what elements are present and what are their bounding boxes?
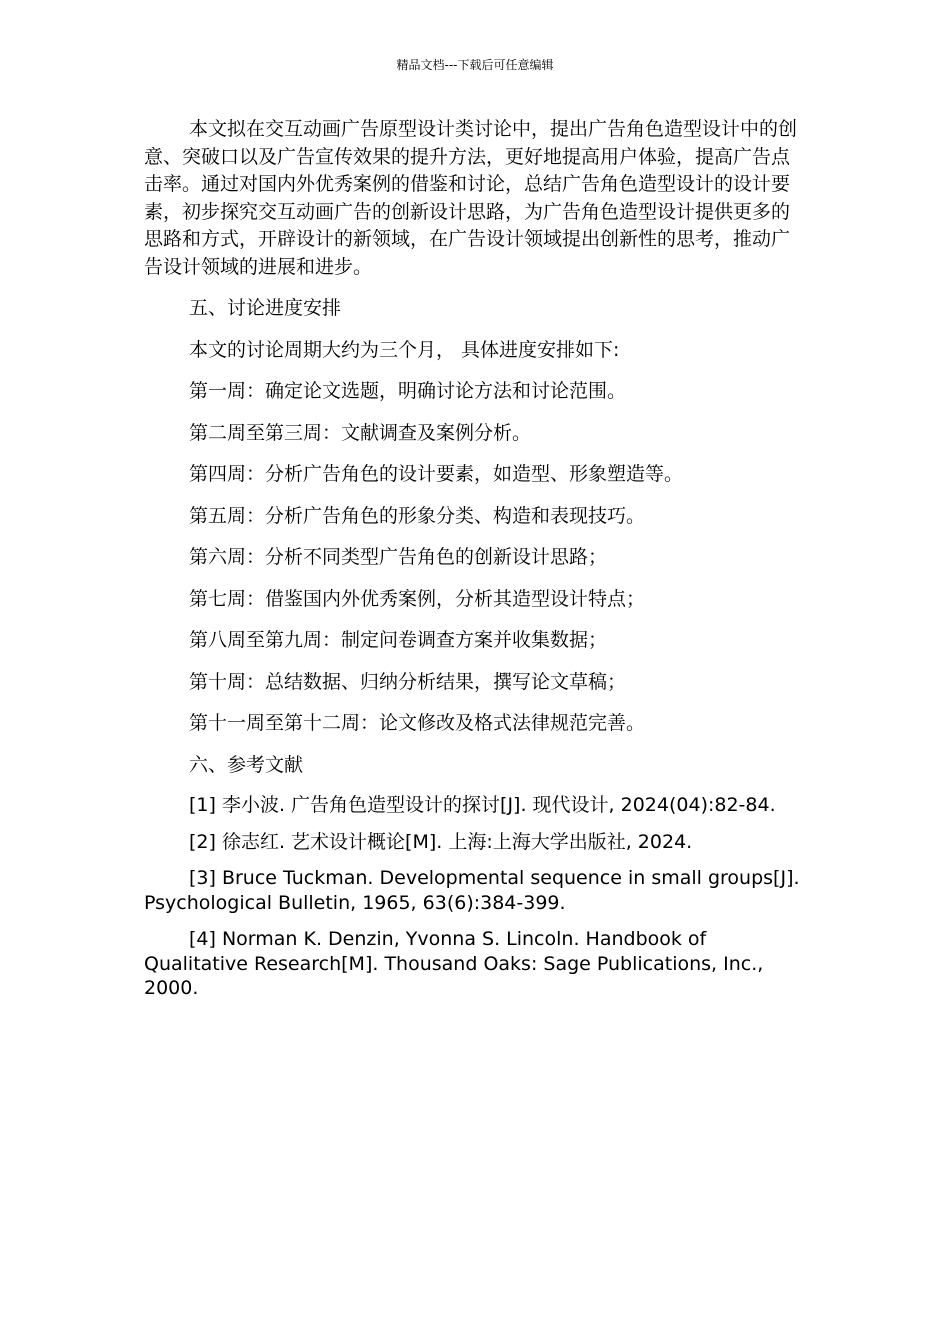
reference-2: [2] 徐志红. 艺术设计概论[M]. 上海:上海大学出版社, 2024. [189, 830, 693, 853]
schedule-item-4: 第五周：分析广告角色的形象分类、构造和表现技巧。 [189, 504, 646, 527]
schedule-item-8: 第十周：总结数据、归纳分析结果，撰写论文草稿； [189, 670, 627, 693]
schedule-item-9: 第十一周至第十二周：论文修改及格式法律规范完善。 [189, 712, 646, 734]
reference-3: [3] Bruce Tuckman. Developmental sequence in small groups[J]. Psychological Bulletin, 1965, 63(6):384-399. [144, 867, 800, 914]
schedule-item-1: 第一周：确定论文选题，明确讨论方法和讨论范围。 [189, 380, 627, 402]
schedule-item-3: 第四周：分析广告角色的设计要素，如造型、形象塑造等。 [189, 463, 684, 485]
intro-paragraph: 本文拟在交互动画广告原型设计类讨论中，提出广告角色造型设计中的创意、突破口以及广告宣传效果的提升方法，更好地提高用户体验，提高广告点击率。通过对国内外优秀案例的借鉴和讨论，总结广告角色造型设计的设计要素，初步探究交互动画广告的创新设计思路，为广告角色造型设计提供更多的思路和方式，开辟设计的新领域，在广告设计领域提出创新性的思考，推动广告设计领域的进展和进步。 [144, 118, 798, 278]
document-body [144, 116, 800, 1013]
schedule-item-7: 第八周至第九周：制定问卷调查方案并收集数据； [189, 629, 608, 651]
schedule-intro: 本文的讨论周期大约为三个月， 具体进度安排如下: [189, 338, 620, 361]
reference-4: [4] Norman K. Denzin, Yvonna S. Lincoln. Handbook of Qualitative Research[M]. Thousand Oaks: Sage Publications, Inc., 2000. [144, 928, 764, 999]
schedule-item-6: 第七周：借鉴国内外优秀案例，分析其造型设计特点； [189, 587, 646, 610]
page-header: 精品文档---下载后可任意编辑 [396, 58, 554, 72]
schedule-heading: 五、讨论进度安排 [189, 297, 342, 319]
schedule-item-2: 第二周至第三周：文献调查及案例分析。 [189, 421, 532, 444]
references-heading: 六、参考文献 [189, 753, 304, 776]
schedule-item-5: 第六周：分析不同类型广告角色的创新设计思路； [189, 546, 608, 568]
reference-1: [1] 李小波. 广告角色造型设计的探讨[J]. 现代设计, 2024(04):82-84. [189, 794, 776, 816]
